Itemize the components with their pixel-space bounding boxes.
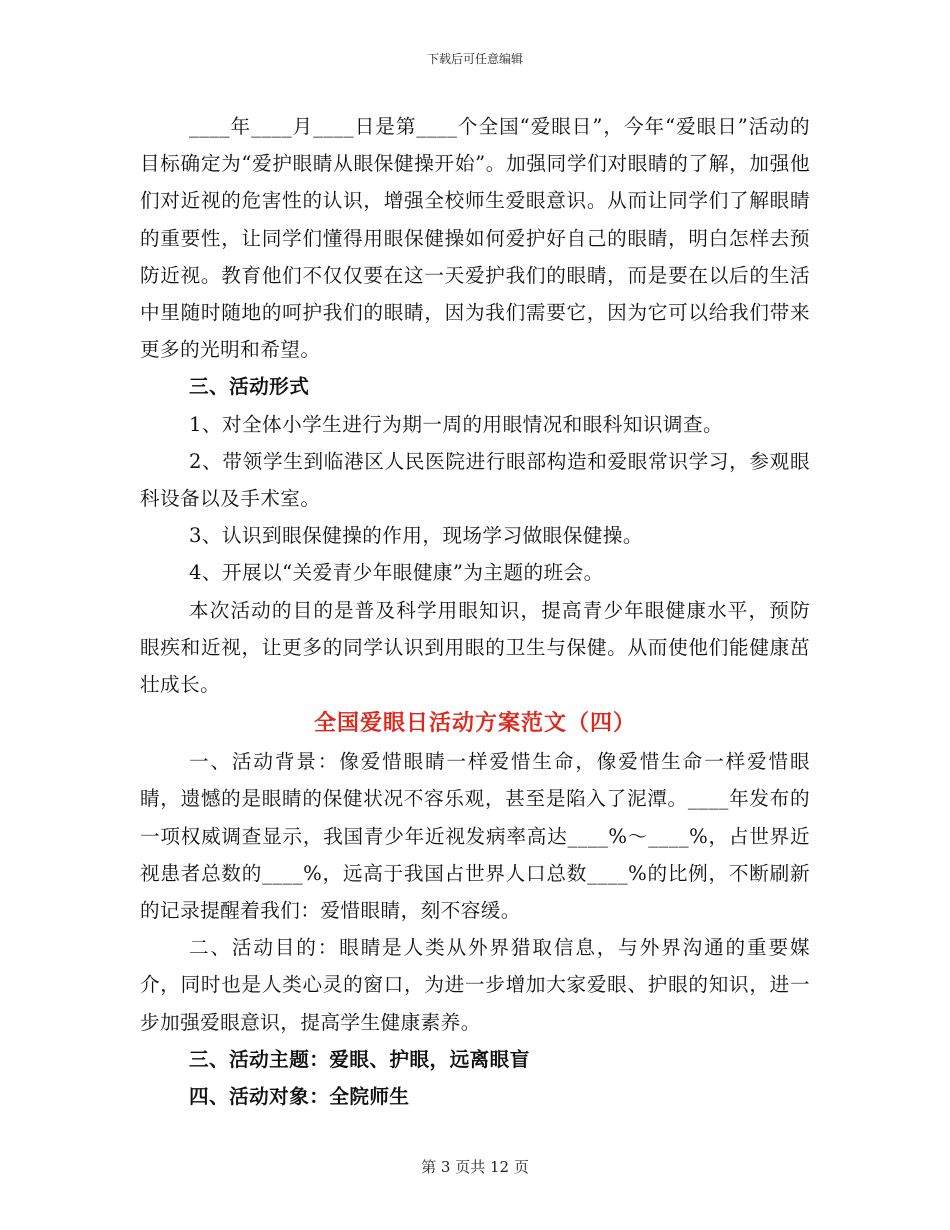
section-heading-activity-form: 三、活动形式: [189, 375, 310, 399]
list-item-4: 4、开展以“关爱青少年眼健康”为主题的班会。: [189, 561, 604, 585]
purpose-paragraph: 本次活动的目的是普及科学用眼知识，提高青少年眼健康水平，预防眼疾和近视，让更多的同学认识到用眼的卫生与保健。从而使他们能健康茁壮成长。: [140, 598, 810, 697]
theme-heading: 三、活动主题：爱眼、护眼，远离眼盲: [189, 1047, 530, 1071]
background-paragraph: 一、活动背景：像爱惜眼睛一样爱惜生命，像爱惜生命一样爱惜眼睛，遗憾的是眼睛的保健状况不容乐观，甚至是陷入了泥潭。____年发布的一项权威调查显示，我国青少年近视发病率高达____%～____%，占世界近视患者总数的____%，远高于我国占世界人口总数____%的比例，不断刷新的记录提醒着我们：爱惜眼睛，刻不容缓。: [140, 750, 810, 923]
list-item-3: 3、认识到眼保健操的作用，现场学习做眼保健操。: [189, 524, 643, 548]
document-section-title: 全国爱眼日活动方案范文（四）: [313, 710, 636, 737]
page-footer: 第 3 页共 12 页: [421, 1158, 529, 1176]
list-item-2: 2、带领学生到临港区人民医院进行眼部构造和爱眼常识学习，参观眼科设备以及手术室。: [140, 449, 810, 511]
intro-paragraph: ____年____月____日是第____个全国“爱眼日”，今年“爱眼日”活动的目标确定为“爱护眼睛从眼保健操开始”。加强同学们对眼睛的了解，加强他们对近视的危害性的认识，增强全校师生爱眼意识。从而让同学们了解眼睛的重要性，让同学们懂得用眼保健操如何爱护好自己的眼睛，明白怎样去预防近视。教育他们不仅仅要在这一天爱护我们的眼睛，而是要在以后的生活中里随时随地的呵护我们的眼睛，因为我们需要它，因为它可以给我们带来更多的光明和希望。: [140, 115, 810, 362]
audience-heading: 四、活动对象：全院师生: [189, 1085, 410, 1109]
page-header: 下载后可任意编辑: [426, 52, 523, 66]
goal-paragraph: 二、活动目的：眼睛是人类从外界猎取信息，与外界沟通的重要媒介，同时也是人类心灵的窗口，为进一步增加大家爱眼、护眼的知识，进一步加强爱眼意识，提高学生健康素养。: [140, 936, 810, 1034]
document-body: [140, 108, 810, 1115]
list-item-1: 1、对全体小学生进行为期一周的用眼情况和眼科知识调查。: [189, 412, 724, 436]
